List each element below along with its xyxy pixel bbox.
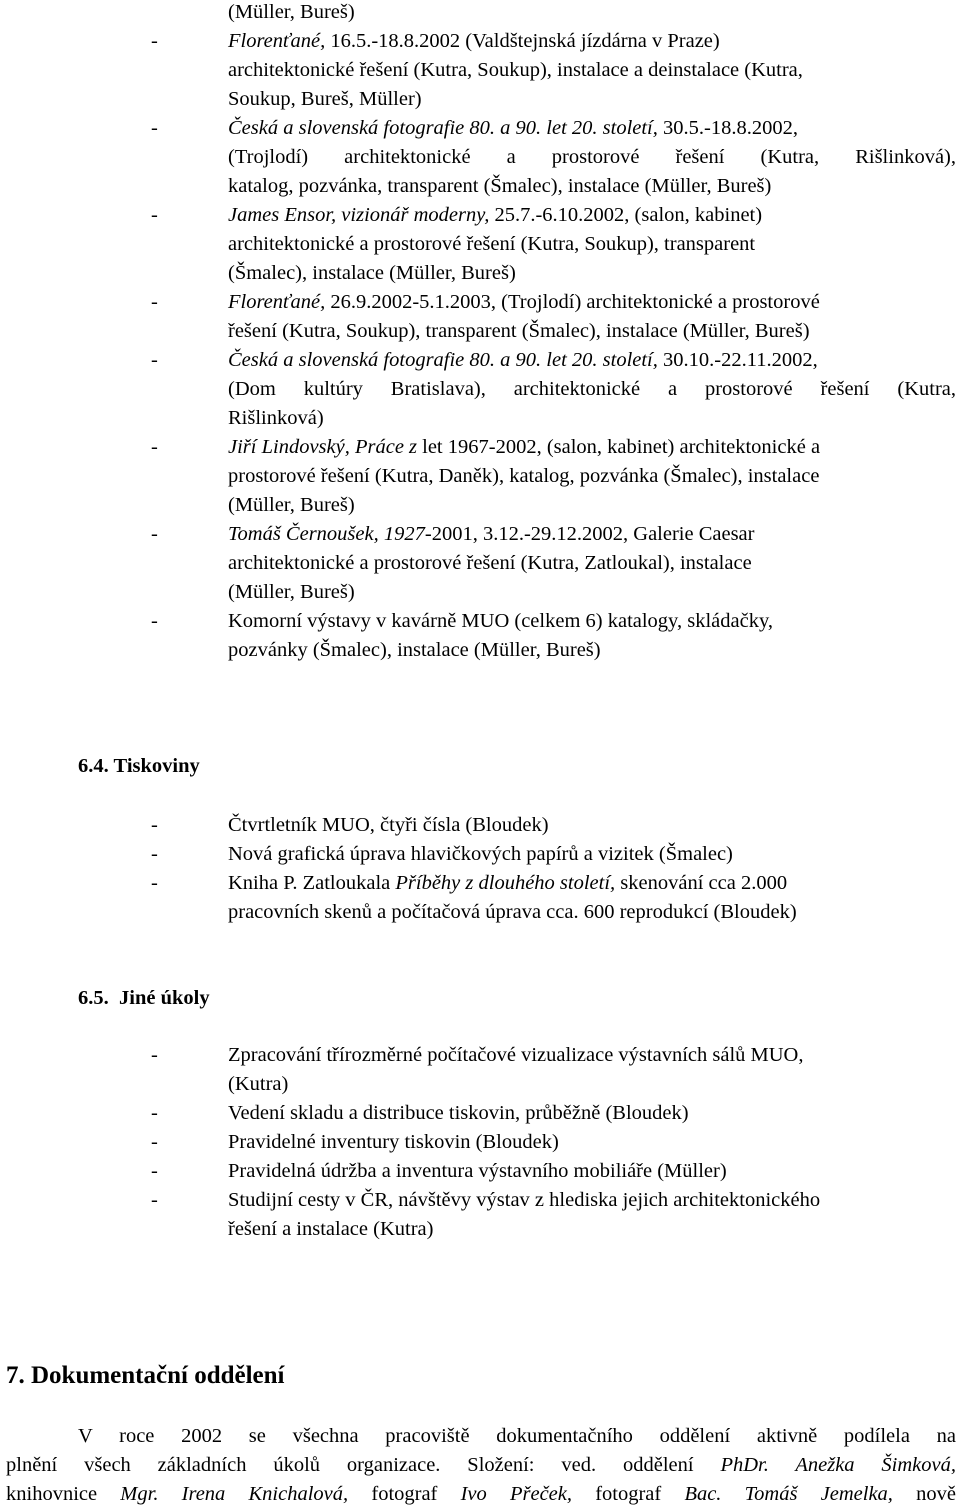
- list-item: Studijní cesty v ČR, návštěvy výstav z hlediska jejich architektonického: [228, 1189, 821, 1211]
- section-heading: 6.5. Jiné úkoly: [78, 987, 210, 1009]
- exhibition-line: architektonické a prostorové řešení (Kutra, Soukup), transparent: [228, 233, 756, 255]
- exhibition-line: Rišlinková): [228, 407, 324, 429]
- list-dash: -: [151, 1160, 158, 1182]
- paragraph-line: plnění všech základních úkolů organizace. Složení: ved. oddělení PhDr. Anežka Šimková,: [6, 1454, 956, 1476]
- list-item: Kniha P. Zatloukala Příběhy z dlouhého století, skenování cca 2.000: [228, 872, 788, 894]
- exhibition-title: Florenťané,: [228, 291, 326, 313]
- exhibition-line: Česká a slovenská fotografie 80. a 90. let 20. století, 30.10.-22.11.2002,: [228, 349, 818, 371]
- exhibition-title: Česká a slovenská fotografie 80. a 90. let 20. století,: [228, 117, 658, 139]
- list-dash: -: [151, 204, 158, 226]
- section-heading: 6.4. Tiskoviny: [78, 755, 200, 777]
- exhibition-line: Soukup, Bureš, Müller): [228, 88, 422, 110]
- exhibition-line: Jiří Lindovský, Práce z let 1967-2002, (salon, kabinet) architektonické a: [228, 436, 821, 458]
- list-dash: -: [151, 436, 158, 458]
- list-dash: -: [151, 1131, 158, 1153]
- list-item-continued: (Kutra): [228, 1073, 289, 1095]
- paragraph-line: knihovnice Mgr. Irena Knichalová, fotograf Ivo Přeček, fotograf Bac. Tomáš Jemelka, nově: [6, 1483, 956, 1505]
- exhibition-line: (Müller, Bureš): [228, 494, 355, 516]
- exhibition-line: James Ensor, vizionář moderny, 25.7.-6.10.2002, (salon, kabinet): [228, 204, 763, 226]
- exhibition-line: Florenťané, 26.9.2002-5.1.2003, (Trojlodí) architektonické a prostorové: [228, 291, 820, 313]
- exhibition-line: Florenťané, 16.5.-18.8.2002 (Valdštejnská jízdárna v Praze): [228, 30, 720, 52]
- exhibition-line: řešení (Kutra, Soukup), transparent (Šmalec), instalace (Müller, Bureš): [228, 320, 810, 342]
- exhibition-line: katalog, pozvánka, transparent (Šmalec), instalace (Müller, Bureš): [228, 175, 772, 197]
- list-dash: -: [151, 291, 158, 313]
- exhibition-title: Tomáš Černoušek, 1927-: [228, 523, 432, 545]
- list-dash: -: [151, 610, 158, 632]
- list-item: Vedení skladu a distribuce tiskovin, průběžně (Bloudek): [228, 1102, 689, 1124]
- exhibition-line: (Trojlodí) architektonické a prostorové řešení (Kutra, Rišlinková),: [228, 146, 956, 168]
- list-item: Nová grafická úprava hlavičkových papírů a vizitek (Šmalec): [228, 843, 733, 865]
- exhibition-line: Komorní výstavy v kavárně MUO (celkem 6) katalogy, skládačky,: [228, 610, 773, 632]
- list-dash: -: [151, 117, 158, 139]
- exhibition-title: Florenťané,: [228, 30, 326, 52]
- list-item: Pravidelné inventury tiskovin (Bloudek): [228, 1131, 559, 1153]
- list-dash: -: [151, 1189, 158, 1211]
- exhibition-line: (Šmalec), instalace (Müller, Bureš): [228, 262, 516, 284]
- list-item: Zpracování třírozměrné počítačové vizualizace výstavních sálů MUO,: [228, 1044, 804, 1066]
- exhibition-title: Česká a slovenská fotografie 80. a 90. let 20. století,: [228, 349, 658, 371]
- exhibition-line: (Müller, Bureš): [228, 1, 355, 23]
- list-dash: -: [151, 30, 158, 52]
- list-item: Pravidelná údržba a inventura výstavního mobiliáře (Müller): [228, 1160, 727, 1182]
- exhibition-line: Česká a slovenská fotografie 80. a 90. let 20. století, 30.5.-18.8.2002,: [228, 117, 798, 139]
- list-item-continued: řešení a instalace (Kutra): [228, 1218, 434, 1240]
- list-item-continued: pracovních skenů a počítačová úprava cca. 600 reprodukcí (Bloudek): [228, 901, 797, 923]
- list-dash: -: [151, 872, 158, 894]
- book-title: Příběhy z dlouhého století,: [395, 872, 616, 894]
- list-dash: -: [151, 349, 158, 371]
- exhibition-line: (Müller, Bureš): [228, 581, 355, 603]
- list-item: Čtvrtletník MUO, čtyři čísla (Bloudek): [228, 814, 549, 836]
- exhibition-title: James Ensor, vizionář moderny,: [228, 204, 490, 226]
- chapter-heading: 7. Dokumentační oddělení: [6, 1362, 285, 1389]
- list-dash: -: [151, 1044, 158, 1066]
- exhibition-line: (Dom kultúry Bratislava), architektonické a prostorové řešení (Kutra,: [228, 378, 956, 400]
- exhibition-line: architektonické řešení (Kutra, Soukup), instalace a deinstalace (Kutra,: [228, 59, 803, 81]
- exhibition-title: Jiří Lindovský, Práce z: [228, 436, 418, 458]
- exhibition-line: Tomáš Černoušek, 1927-2001, 3.12.-29.12.2002, Galerie Caesar: [228, 523, 755, 545]
- list-dash: -: [151, 523, 158, 545]
- exhibition-line: architektonické a prostorové řešení (Kutra, Zatloukal), instalace: [228, 552, 752, 574]
- exhibition-line: pozvánky (Šmalec), instalace (Müller, Bureš): [228, 639, 601, 661]
- paragraph-line: V roce 2002 se všechna pracoviště dokumentačního oddělení aktivně podílela na: [78, 1425, 956, 1447]
- list-dash: -: [151, 814, 158, 836]
- list-dash: -: [151, 843, 158, 865]
- list-dash: -: [151, 1102, 158, 1124]
- exhibition-line: prostorové řešení (Kutra, Daněk), katalog, pozvánka (Šmalec), instalace: [228, 465, 820, 487]
